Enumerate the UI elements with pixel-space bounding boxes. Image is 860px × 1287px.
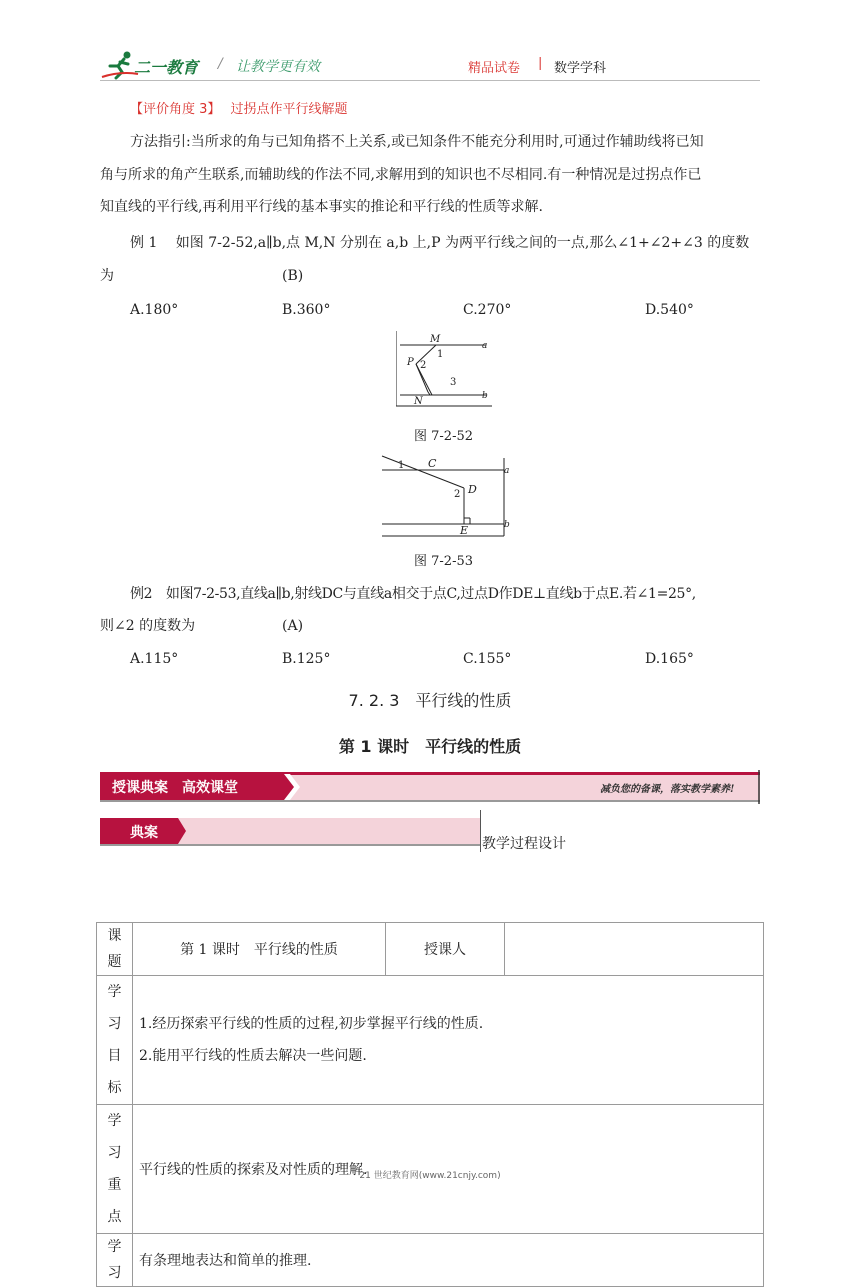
goals-label-line-1: 学习 [107, 984, 122, 1032]
difficulty-label: 学习 [97, 1234, 133, 1287]
slogan-divider: / [218, 56, 223, 72]
lesson-subtitle: 第 1 课时 平行线的性质 [338, 737, 522, 756]
table-row-difficulty [97, 1234, 764, 1287]
example1-prefix: 为 [100, 268, 114, 284]
example1-option-c: C.270° [463, 302, 512, 318]
goals-label [97, 976, 133, 1105]
section-tag: 【评价角度 3】 [130, 102, 221, 117]
page-footer: 21 世纪教育网(www.21cnjy.com) [359, 1171, 501, 1181]
topic-value: 第 1 课时 平行线的性质 [133, 923, 386, 976]
focus-label-line-1: 学习 [107, 1113, 122, 1161]
page-header [100, 50, 760, 80]
header-tag: 精品试卷 [468, 61, 521, 76]
banner-main-label: 授课典案 高效课堂 [112, 780, 238, 796]
topic-label: 课题 [97, 923, 133, 976]
example2-option-d: D.165° [645, 651, 694, 667]
table-row-topic [97, 923, 764, 976]
example2-prefix: 则∠2 的度数为 [100, 618, 196, 634]
goal-item: 2.能用平行线的性质去解决一些问题. [139, 1048, 367, 1064]
fig53-label-1: 1 [398, 460, 405, 471]
figure-7-2-52 [396, 330, 496, 410]
goal-item: 1.经历探索平行线的性质的过程,初步掌握平行线的性质. [139, 1016, 484, 1032]
figure-7-2-53 [380, 452, 514, 538]
banner-sub [100, 816, 480, 846]
fig53-label-d: D [468, 483, 477, 496]
section-title: 过拐点作平行线解题 [230, 102, 348, 117]
process-title: 教学过程设计 [482, 836, 566, 852]
example1-option-d: D.540° [645, 302, 694, 318]
method-guide-line-1: 方法指引:当所求的角与已知角搭不上关系,或已知条件不能充分利用时,可通过作辅助线将已知 [130, 134, 704, 150]
example1-option-b: B.360° [282, 302, 331, 318]
fig53-label-e: E [460, 524, 469, 537]
example2-question: 例2 如图7-2-53,直线a∥b,射线DC与直线a相交于点C,过点D作DE⊥直线b于点E.若∠1=25°, [130, 586, 696, 602]
difficulty-value: 有条理地表达和简单的推理. [133, 1234, 764, 1287]
figure-7-2-53-caption: 图 7-2-53 [414, 554, 474, 569]
fig53-label-a: a [504, 466, 510, 476]
example2-option-a: A.115° [130, 651, 179, 667]
example2-option-b: B.125° [282, 651, 331, 667]
figure-7-2-52-caption: 图 7-2-52 [414, 429, 474, 444]
fig52-label-a: a [482, 341, 488, 351]
fig52-label-b: b [482, 391, 488, 401]
fig52-label-3: 3 [450, 377, 457, 388]
fig53-label-c: C [428, 457, 437, 470]
process-divider [480, 810, 481, 852]
fig52-label-2: 2 [420, 360, 427, 371]
example2-option-c: C.155° [463, 651, 512, 667]
header-rule [100, 80, 760, 81]
banner-main-tagline: 减负您的备课，落实教学素养! [600, 784, 735, 795]
banner-main [100, 770, 760, 802]
teacher-value [505, 923, 764, 976]
fig52-label-n: N [414, 396, 423, 407]
table-row-goals [97, 976, 764, 1105]
example2-answer: (A) [282, 618, 304, 634]
focus-label-line-2: 重点 [107, 1177, 122, 1225]
header-separator: | [538, 56, 543, 71]
goals-label-line-2: 目标 [107, 1048, 122, 1096]
slogan: 让教学更有效 [236, 59, 320, 75]
method-guide-line-2: 角与所求的角产生联系,而辅助线的作法不同,求解用到的知识也不尽相同.有一种情况是过拐点作已 [100, 167, 702, 183]
fig52-label-m: M [430, 334, 441, 345]
focus-value: 平行线的性质的探索及对性质的理解. [133, 1105, 764, 1234]
example1-answer: (B) [282, 268, 304, 284]
header-subject: 数学学科 [554, 61, 607, 76]
fig53-label-b: b [504, 520, 510, 530]
fig52-label-1: 1 [437, 349, 444, 360]
teacher-label: 授课人 [386, 923, 505, 976]
fig53-label-2: 2 [454, 489, 461, 500]
method-guide-line-3: 知直线的平行线,再利用平行线的基本事实的推论和平行线的性质等求解. [100, 199, 543, 215]
fig52-label-p: P [407, 357, 414, 368]
example1-option-a: A.180° [130, 302, 179, 318]
banner-sub-label: 典案 [130, 825, 158, 841]
section-heading [130, 98, 348, 117]
example1-question: 例 1 如图 7-2-52,a∥b,点 M,N 分别在 a,b 上,P 为两平行线之间的一点,那么∠1+∠2+∠3 的度数 [130, 235, 750, 251]
lesson-table [96, 922, 764, 1287]
lesson-section-number: 7. 2. 3 平行线的性质 [348, 691, 512, 710]
brand-name: 二一教育 [134, 58, 199, 77]
goals-value [133, 976, 764, 1105]
